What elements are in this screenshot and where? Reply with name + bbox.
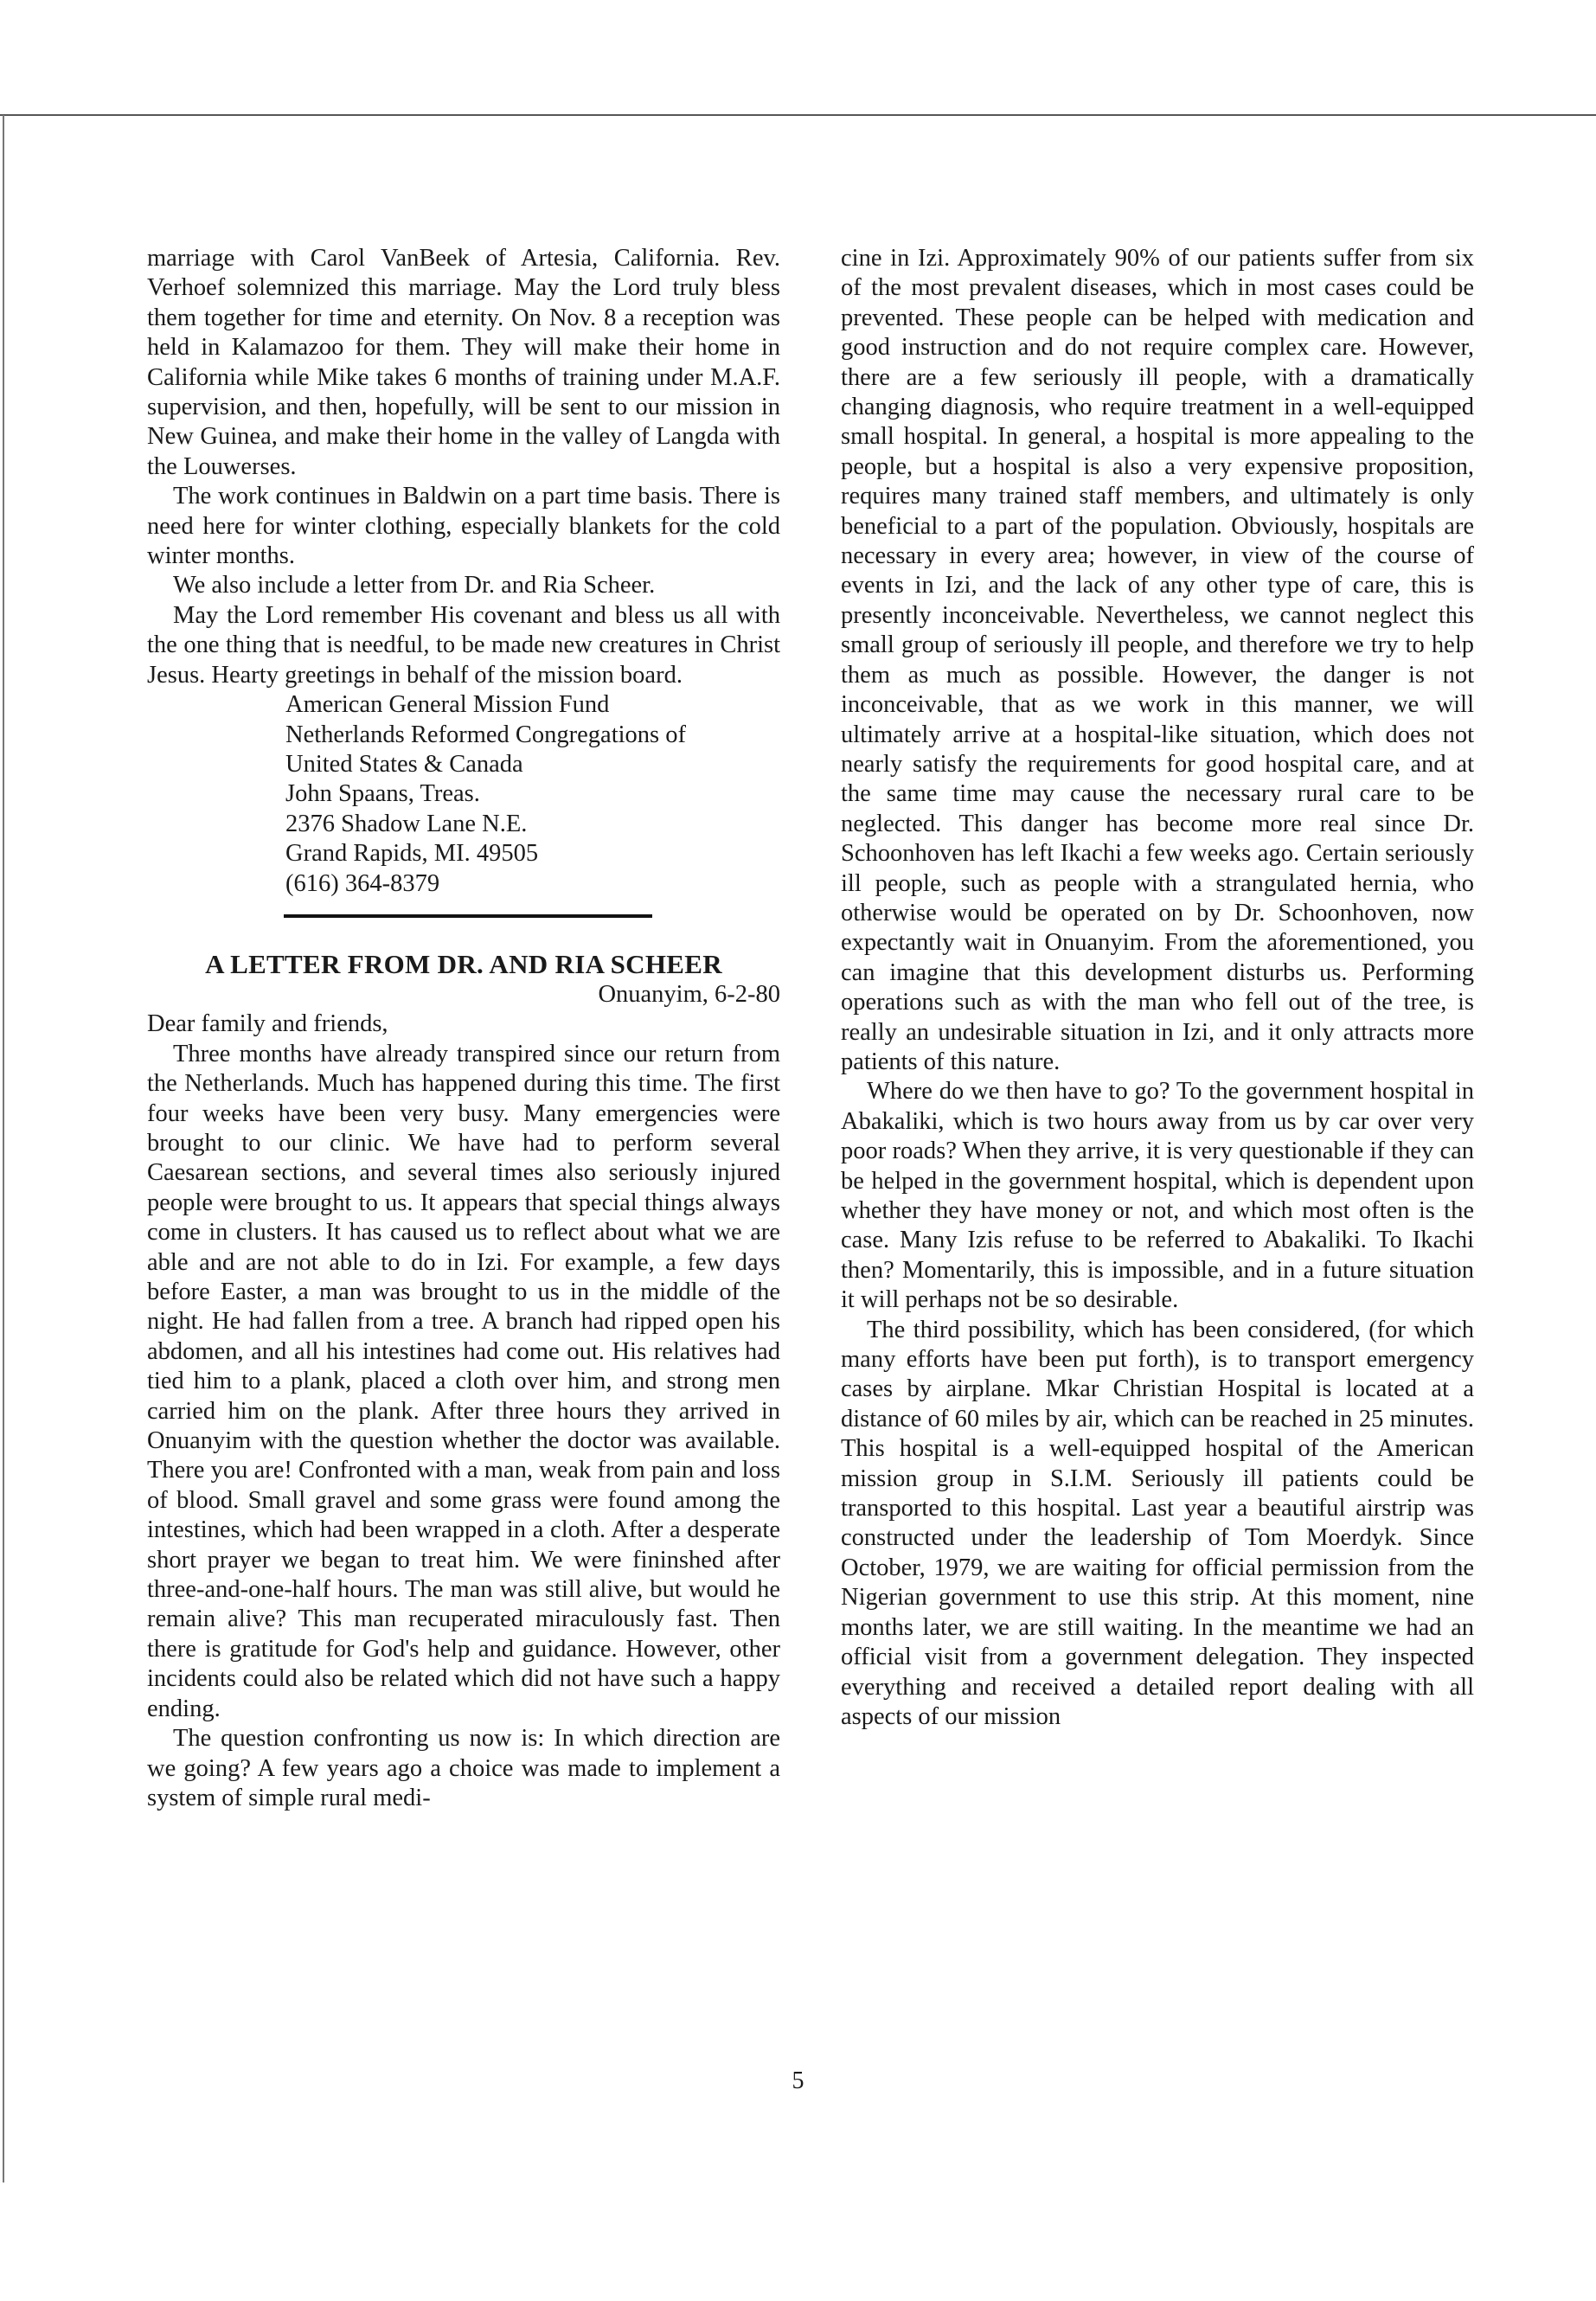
intro-paragraph: May the Lord remember His covenant and bless us all with the one thing that is needful, to be made new creatures in Christ Jesus. Hearty greetings in behalf of the mission board. xyxy=(147,601,780,689)
right-column xyxy=(841,244,1474,1732)
intro-paragraph: marriage with Carol VanBeek of Artesia, California. Rev. Verhoef solemnized this marriage. May the Lord truly bless them together for time and eternity. On Nov. 8 a reception was held in Kalamazoo for them. They will make their home in California while Mike takes 6 months of training under M.A.F. supervision, and then, hopefully, will be sent to our mission in New Guinea, and make their home in the valley of Langda with the Louwerses. xyxy=(147,245,780,480)
letter-paragraph: cine in Izi. Approximately 90% of our patients suffer from six of the most prevalent diseases, which in most cases could be prevented. These people can be helped with medication and good instruction and do not require complex care. However, there are a few seriously ill people, with a dramatically changing diagnosis, who require treatment in a well-equipped small hospital. In general, a hospital is more appealing to the people, but a hospital is also a very expensive proposition, requires many trained staff members, and ultimately is only beneficial to a part of the population. Obviously, hospitals are necessary in every area; however, in view of the course of events in Izi, and the lack of any other type of care, this is presently inconceivable. Nevertheless, we cannot neglect this small group of seriously ill people, and therefore we try to help them as much as possible. However, the danger is not inconceivable, that as we work in this manner, we will ultimately arrive at a hospital-like situation, which does not nearly satisfy the requirements for good hospital care, and at the same time may cause the necessary rural care to be neglected. This danger has become more real since Dr. Schoonhoven has left Ikachi a few weeks ago. Certain seriously ill people, such as people with a strangulated hernia, who otherwise would be operated on by Dr. Schoonhoven, now expectantly wait in Onuanyim. From the aforementioned, you can imagine that this development disturbs us. Performing operations such as with the man who fell out of the tree, is really an undesirable situation in Izi, and it only attracts more patients of this nature. xyxy=(841,245,1474,1075)
page-number: 5 xyxy=(792,2067,804,2094)
intro-paragraph: The work continues in Baldwin on a part time basis. There is need here for winter clothing, especially blankets for the cold winter months. xyxy=(147,483,780,570)
dateline: Onuanyim, 6-2-80 xyxy=(598,980,780,1008)
address-line: Grand Rapids, MI. 49505 xyxy=(285,840,539,868)
address-line: Netherlands Reformed Congregations of xyxy=(285,721,686,748)
address-line: (616) 364-8379 xyxy=(285,869,440,897)
mailing-address xyxy=(285,690,780,899)
address-line: United States & Canada xyxy=(285,750,523,778)
section-divider xyxy=(284,914,652,918)
address-line: John Spaans, Treas. xyxy=(285,780,480,808)
salutation: Dear family and friends, xyxy=(147,1010,388,1038)
page-top-edge xyxy=(0,114,1596,116)
letter-paragraph: Three months have already transpired since our return from the Netherlands. Much has happened during this time. The first four weeks have been very busy. Many emergencies were brought to our clinic. We have had to perform several Caesarean sections, and several times also seriously injured people were brought to us. It appears that special things always come in clusters. It has caused us to reflect about what we are able and are not able to do in Izi. For example, a few days before Easter, a man was brought to us in the middle of the night. He had fallen from a tree. A branch had ripped open his abdomen, and all his intestines had come out. His relatives had tied him to a plank, placed a cloth over him, and strong men carried him on the plank. After three hours they arrived in Onuanyim with the question whether the doctor was available. There you are! Confronted with a man, weak from pain and loss of blood. Small gravel and some grass were found among the intestines, which had been wrapped in a cloth. After a desperate short prayer we began to treat him. We were fininshed after three-and-one-half hours. The man was still alive, but would he remain alive? This man recuperated miraculously fast. Then there is gratitude for God's help and guidance. However, other incidents could also be related which did not have such a happy ending. xyxy=(147,1040,780,1722)
article-title: A LETTER FROM DR. AND RIA SCHEER xyxy=(205,948,722,979)
intro-paragraph: We also include a letter from Dr. and Ria Scheer. xyxy=(173,572,656,599)
left-column xyxy=(147,244,780,1813)
address-line: 2376 Shadow Lane N.E. xyxy=(285,810,528,837)
address-line: American General Mission Fund xyxy=(285,691,610,719)
letter-paragraph: The question confronting us now is: In which direction are we going? A few years ago a choice was made to implement a system of simple rural medi- xyxy=(147,1725,780,1811)
letter-paragraph: The third possibility, which has been considered, (for which many efforts have been put forth), is to transport emergency cases by airplane. Mkar Christian Hospital is located at a distance of 60 miles by air, which can be reached in 25 minutes. This hospital is a well-equipped hospital of the American mission group in S.I.M. Seriously ill patients could be transported to this hospital. Last year a beautiful airstrip was constructed under the leadership of Tom Moerdyk. Since October, 1979, we are waiting for official permission from the Nigerian government to use this strip. At this moment, nine months later, we are still waiting. In the meantime we had an official visit from a government delegation. They inspected everything and received a detailed report dealing with all aspects of our mission xyxy=(841,1316,1474,1730)
letter-paragraph: Where do we then have to go? To the government hospital in Abakaliki, which is two hours away from us by car over very poor roads? When they arrive, it is very questionable if they can be helped in the government hospital, which is dependent upon whether they have money or not, and which most often is the case. Many Izis refuse to be referred to Abakaliki. To Ikachi then? Momentarily, this is impossible, and in a future situation it will perhaps not be so desirable. xyxy=(841,1078,1474,1314)
page-left-edge xyxy=(3,115,4,2182)
